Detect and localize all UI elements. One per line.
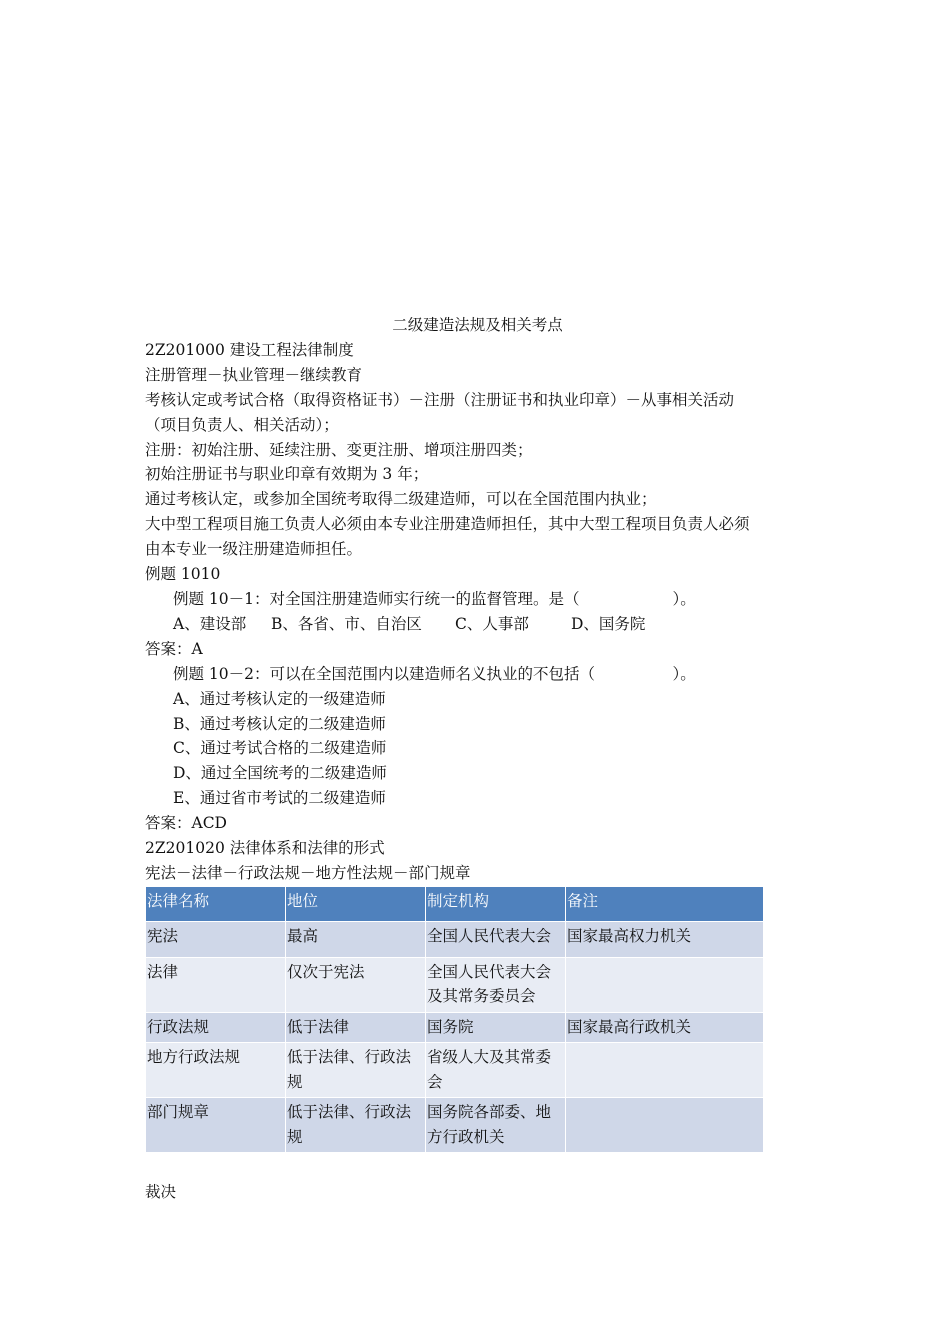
text-line: （项目负责人、相关活动）；: [145, 415, 339, 434]
option-c: C、人事部: [455, 614, 529, 633]
question-2-answer: 答案：ACD: [145, 814, 227, 833]
option-b: B、各省、市、自治区: [271, 614, 422, 633]
table-cell: 部门规章: [146, 1098, 286, 1153]
table-cell: 国务院各部委、地方行政机关: [426, 1098, 566, 1153]
question-2-stem: 例题 10－2：可以在全国范围内以建造师名义执业的不包括（ ）。: [173, 664, 696, 683]
table-cell: 仅次于宪法: [286, 957, 426, 1012]
section-heading-2: 2Z201020 法律体系和法律的形式: [145, 839, 385, 858]
question-1-options: [145, 612, 810, 637]
table-row: [146, 1098, 764, 1153]
text-line: 注册：初始注册、延续注册、变更注册、增项注册四类；: [145, 440, 533, 459]
question-1-stem: 例题 10－1：对全国注册建造师实行统一的监督管理。是（ ）。: [173, 589, 696, 608]
table-cell: 国务院: [426, 1012, 566, 1043]
document-page: [145, 313, 810, 1205]
table-cell: 低于法律: [286, 1012, 426, 1043]
text-line: 初始注册证书与职业印章有效期为 3 年；: [145, 465, 429, 484]
table-row: [146, 1043, 764, 1098]
table-cell: 省级人大及其常委会: [426, 1043, 566, 1098]
table-row: [146, 921, 764, 957]
table-cell: 国家最高权力机关: [566, 921, 764, 957]
text-line: 大中型工程项目施工负责人必须由本专业注册建造师担任，其中大型工程项目负责人必须: [145, 515, 750, 534]
table-cell: 国家最高行政机关: [566, 1012, 764, 1043]
table-row: [146, 1012, 764, 1043]
table-header-cell: 地位: [286, 886, 426, 921]
table-cell: 全国人民代表大会及其常务委员会: [426, 957, 566, 1012]
table-cell: 低于法律、行政法规: [286, 1098, 426, 1153]
table-cell: 地方行政法规: [146, 1043, 286, 1098]
table-cell: [566, 957, 764, 1012]
question-2-option: C、通过考试合格的二级建造师: [173, 739, 387, 758]
question-2-option: E、通过省市考试的二级建造师: [173, 789, 386, 808]
table-row: [146, 957, 764, 1012]
table-header-cell: 制定机构: [426, 886, 566, 921]
table-header-cell: 法律名称: [146, 886, 286, 921]
text-line: 通过考核认定，或参加全国统考取得二级建造师，可以在全国范围内执业；: [145, 490, 657, 509]
text-line: 考核认定或考试合格（取得资格证书）－注册（注册证书和执业印章）－从事相关活动: [145, 390, 735, 409]
option-a: A、建设部: [173, 614, 247, 633]
table-cell: 法律: [146, 957, 286, 1012]
question-1-answer: 答案：A: [145, 639, 203, 658]
table-cell: 宪法: [146, 921, 286, 957]
table-cell: 行政法规: [146, 1012, 286, 1043]
section-heading-1: 2Z201000 建设工程法律制度: [145, 340, 354, 359]
question-2-option: A、通过考核认定的一级建造师: [173, 689, 386, 708]
law-table: [145, 886, 764, 1154]
table-header-cell: 备注: [566, 886, 764, 921]
table-cell: 全国人民代表大会: [426, 921, 566, 957]
example-heading: 例题 1010: [145, 565, 221, 584]
law-hierarchy-chain: 宪法－法律－行政法规－地方性法规－部门规章: [145, 863, 471, 882]
footer-text: 裁决: [145, 1183, 177, 1202]
question-2-option: B、通过考核认定的二级建造师: [173, 714, 386, 733]
table-cell: 低于法律、行政法规: [286, 1043, 426, 1098]
document-title: 二级建造法规及相关考点: [392, 316, 563, 334]
table-cell: [566, 1098, 764, 1153]
table-cell: 最高: [286, 921, 426, 957]
table-header-row: [146, 886, 764, 921]
option-d: D、国务院: [571, 614, 646, 633]
text-line: 注册管理－执业管理－继续教育: [145, 365, 363, 384]
table-cell: [566, 1043, 764, 1098]
text-line: 由本专业一级注册建造师担任。: [145, 540, 363, 559]
question-2-option: D、通过全国统考的二级建造师: [173, 764, 387, 783]
